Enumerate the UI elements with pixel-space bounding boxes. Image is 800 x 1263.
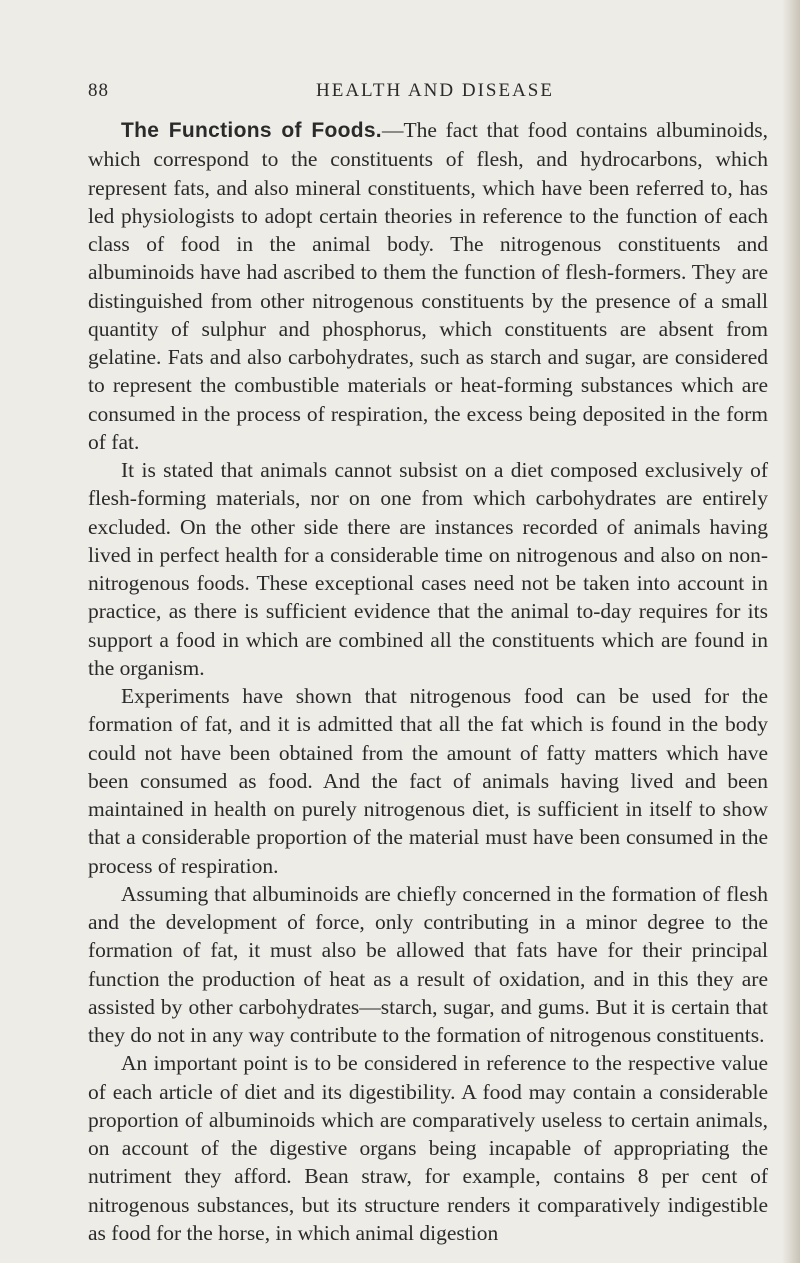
page-header (88, 80, 768, 106)
body-text (88, 116, 768, 1247)
running-head: HEALTH AND DISEASE (316, 80, 554, 101)
paragraph: An important point is to be considered in reference to the respective value of each article of diet and its digestibility. A food may contain a considerable proportion of albuminoids which are comparatively useless to certain animals, on account of the digestive organs being incapable of appropriating the nutriment they afford. Bean straw, for example, contains 8 per cent of nitrogenous substances, but its structure renders it comparatively indigestible as food for the horse, in which animal digestion (88, 1051, 768, 1245)
paragraph (88, 116, 768, 456)
paragraph-text: —The fact that food contains albuminoids, which correspond to the constituents of flesh, and hydrocarbons, which represent fats, and also mineral constituents, which have been referred to, has led physiologists to adopt certain theories in reference to the function of each class of food in the animal body. The nitrogenous constituents and albuminoids have had ascribed to them the function of flesh-formers. They are distinguished from other nitrogenous constituents by the presence of a small quantity of sulphur and phosphorus, which constituents are absent from gelatine. Fats and also carbohydrates, such as starch and sugar, are considered to represent the combustible materials or heat-forming substances which are consumed in the process of respiration, the excess being deposited in the form of fat. (88, 118, 768, 454)
page-edge-shadow (782, 0, 800, 1263)
section-title: The Functions of Foods. (121, 119, 382, 142)
paragraph: Assuming that albuminoids are chiefly concerned in the formation of flesh and the development of force, only contributing in a minor degree to the formation of fat, it must also be allowed that fats have for their principal function the production of heat as a result of oxidation, and in this they are assisted by other carbohydrates—starch, sugar, and gums. But it is certain that they do not in any way contribute to the formation of nitrogenous constituents. (88, 881, 768, 1047)
paragraph: It is stated that animals cannot subsist on a diet composed exclusively of flesh-forming materials, nor on one from which carbohydrates are entirely excluded. On the other side there are instances recorded of animals having lived in perfect health for a considerable time on nitrogenous and also on non-nitrogenous foods. These exceptional cases need not be taken into account in practice, as there is sufficient evidence that the animal to-day requires for its support a food in which are combined all the constituents which are found in the organism. (88, 458, 768, 680)
paragraph: Experiments have shown that nitrogenous food can be used for the formation of fat, and it is admitted that all the fat which is found in the body could not have been obtained from the amount of fatty matters which have been consumed as food. And the fact of animals having lived and been maintained in health on purely nitrogenous diet, is sufficient in itself to show that a considerable proportion of the material must have been consumed in the process of respiration. (88, 684, 768, 878)
page-number: 88 (88, 80, 109, 101)
